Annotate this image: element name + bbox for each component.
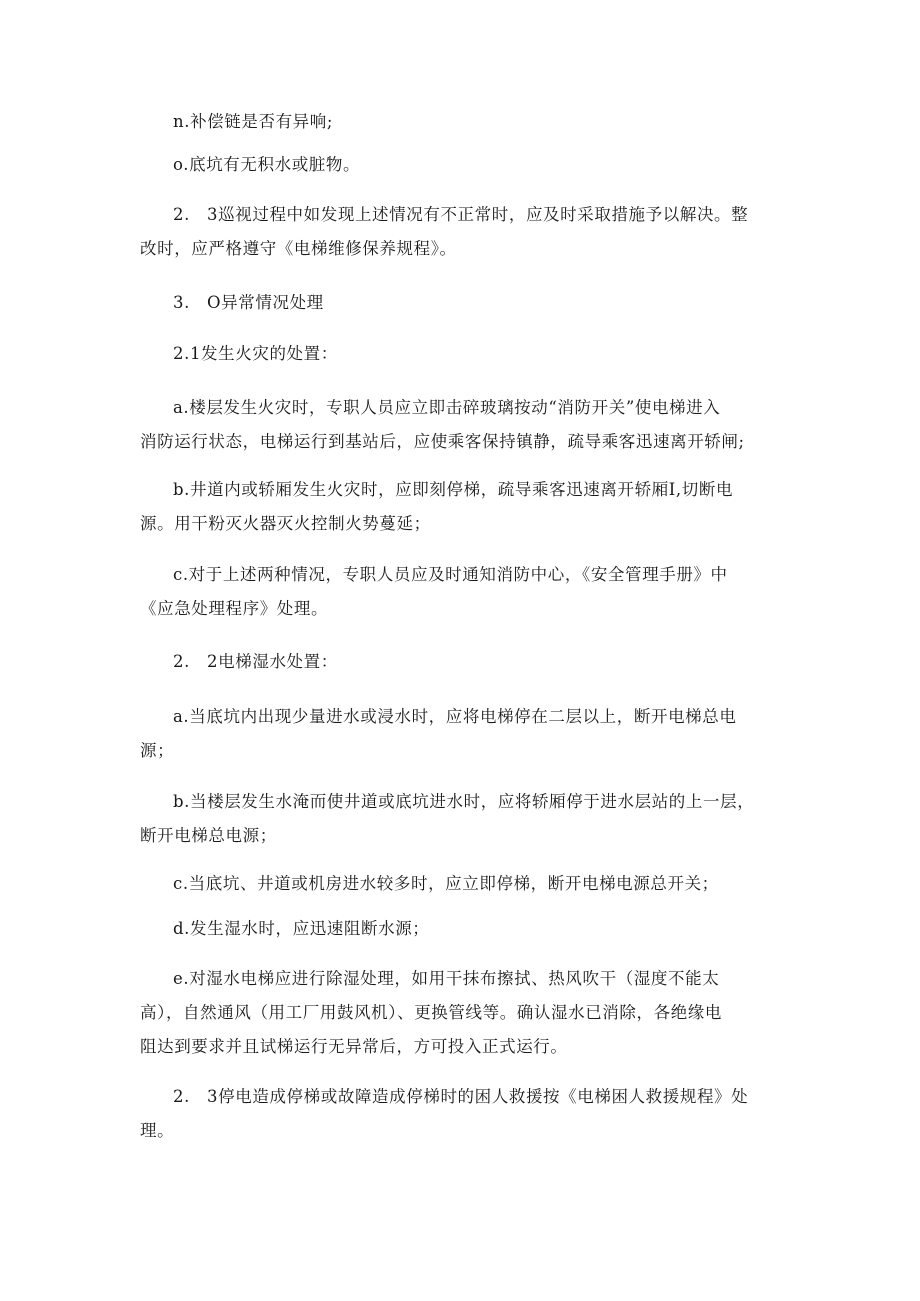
text-line: 2. 3停电造成停梯或故障造成停梯时的困人救援按《电梯困人救援规程》处 — [173, 1087, 749, 1106]
paragraph-water-a — [140, 700, 790, 768]
text-line: c.当底坑、井道或机房进水较多时，应立即停梯，断开电梯电源总开关； — [173, 874, 719, 893]
subsection-heading-fire — [140, 337, 790, 371]
text-line: a.当底坑内出现少量进水或浸水时，应将电梯停在二层以上，断开电梯总电 — [173, 707, 737, 726]
text-line: c.对于上述两种情况，专职人员应及时通知消防中心，《安全管理手册》中 — [173, 565, 728, 584]
paragraph-fire-a — [140, 391, 790, 459]
paragraph-water-d — [140, 912, 790, 946]
text-line: 《应急处理程序》处理。 — [140, 599, 329, 618]
text-line: 断开电梯总电源； — [140, 826, 277, 845]
subsection-heading-water — [140, 645, 790, 679]
paragraph-2-3-inspection — [140, 198, 790, 266]
text-line: 消防运行状态，电梯运行到基站后，应使乘客保持镇静，疏导乘客迅速离开轿闸; — [140, 432, 745, 451]
text-line: b.当楼层发生水淹而使井道或底坑进水时，应将轿厢停于进水层站的上一层， — [173, 792, 755, 811]
text-line: 2. 3巡视过程中如发现上述情况有不正常时，应及时采取措施予以解决。整 — [173, 205, 749, 224]
text-line: 2.1发生火灾的处置： — [173, 344, 338, 363]
text-line: n.补偿链是否有异响; — [173, 112, 334, 131]
text-line: o.底坑有无积水或脏物。 — [173, 155, 361, 174]
text-line: 源。用干粉灭火器灭火控制火势蔓延； — [140, 514, 431, 533]
text-line: 阻达到要求并且试梯运行无异常后，方可投入正式运行。 — [140, 1037, 568, 1056]
text-line: b.井道内或轿厢发生火灾时，应即刻停梯，疏导乘客迅速离开轿厢I,切断电 — [173, 480, 734, 499]
text-line: 2. 2电梯湿水处置： — [173, 652, 338, 671]
paragraph-water-b — [140, 785, 790, 853]
paragraph-fire-b — [140, 473, 790, 541]
text-line: d.发生湿水时，应迅速阻断水源； — [173, 919, 430, 938]
text-line: 3. O异常情况处理 — [173, 293, 324, 312]
text-line: e.对湿水电梯应进行除湿处理，如用干抹布擦拭、热风吹干（湿度不能太 — [173, 969, 720, 988]
paragraph-item-n — [140, 105, 790, 139]
section-heading-abnormal — [140, 286, 790, 320]
text-line: 源； — [140, 741, 175, 760]
text-line: a.楼层发生火灾时，专职人员应立即击碎玻璃按动“消防开关”使电梯进入 — [173, 398, 721, 417]
paragraph-2-3-power-outage — [140, 1080, 790, 1148]
paragraph-water-c — [140, 867, 790, 901]
paragraph-fire-c — [140, 558, 790, 626]
paragraph-water-e — [140, 962, 790, 1064]
text-line: 改时，应严格遵守《电梯维修保养规程》。 — [140, 239, 457, 258]
paragraph-item-o — [140, 148, 790, 182]
text-line: 高），自然通风（用工厂用鼓风机）、更换管线等。确认湿水已消除，各绝缘电 — [140, 1003, 722, 1022]
text-line: 理。 — [140, 1121, 175, 1140]
